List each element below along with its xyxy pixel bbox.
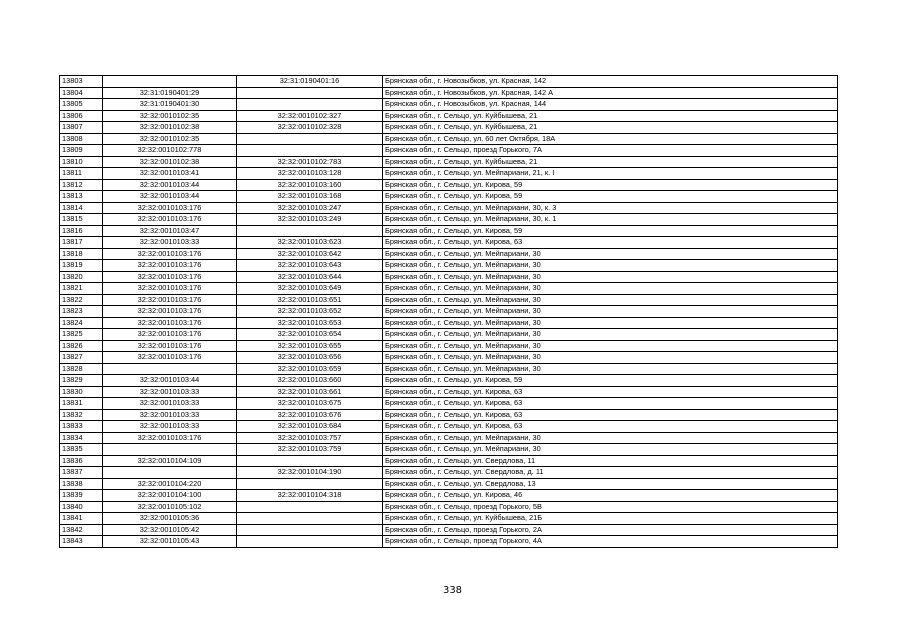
new-cadastral-number-cell: 32:32:0010103:160: [237, 179, 383, 191]
table-row: [60, 501, 838, 513]
old-cadastral-number-cell: 32:32:0010103:44: [103, 179, 237, 191]
row-number-cell: 13807: [60, 122, 103, 134]
address-cell: Брянская обл., г. Сельцо, ул. Куйбышева, 21Б: [383, 513, 838, 525]
old-cadastral-number-cell: 32:32:0010103:33: [103, 421, 237, 433]
address-cell: Брянская обл., г. Сельцо, ул. Мейпариани, 30: [383, 363, 838, 375]
table-row: [60, 76, 838, 88]
old-cadastral-number-cell: 32:32:0010104:109: [103, 455, 237, 467]
old-cadastral-number-cell: 32:32:0010103:176: [103, 352, 237, 364]
row-number-cell: 13829: [60, 375, 103, 387]
table-row: [60, 490, 838, 502]
row-number-cell: 13809: [60, 145, 103, 157]
row-number-cell: 13815: [60, 214, 103, 226]
table-row: [60, 202, 838, 214]
old-cadastral-number-cell: 32:32:0010103:176: [103, 329, 237, 341]
table-row: [60, 225, 838, 237]
address-cell: Брянская обл., г. Сельцо, ул. Кирова, 63: [383, 398, 838, 410]
new-cadastral-number-cell: [237, 99, 383, 111]
new-cadastral-number-cell: [237, 225, 383, 237]
address-cell: Брянская обл., г. Сельцо, ул. 60 лет Октября, 18А: [383, 133, 838, 145]
row-number-cell: 13839: [60, 490, 103, 502]
table-row: [60, 168, 838, 180]
address-cell: Брянская обл., г. Сельцо, ул. Кирова, 63: [383, 386, 838, 398]
row-number-cell: 13834: [60, 432, 103, 444]
row-number-cell: 13820: [60, 271, 103, 283]
table-row: [60, 156, 838, 168]
old-cadastral-number-cell: 32:32:0010103:176: [103, 306, 237, 318]
address-cell: Брянская обл., г. Сельцо, ул. Свердлова, 13: [383, 478, 838, 490]
row-number-cell: 13843: [60, 536, 103, 548]
new-cadastral-number-cell: [237, 513, 383, 525]
row-number-cell: 13831: [60, 398, 103, 410]
old-cadastral-number-cell: 32:32:0010103:47: [103, 225, 237, 237]
new-cadastral-number-cell: 32:32:0010103:676: [237, 409, 383, 421]
old-cadastral-number-cell: 32:32:0010103:176: [103, 260, 237, 272]
table-row: [60, 179, 838, 191]
row-number-cell: 13811: [60, 168, 103, 180]
old-cadastral-number-cell: 32:32:0010105:102: [103, 501, 237, 513]
old-cadastral-number-cell: 32:32:0010104:100: [103, 490, 237, 502]
address-cell: Брянская обл., г. Сельцо, ул. Свердлова, 11: [383, 455, 838, 467]
table-row: [60, 421, 838, 433]
old-cadastral-number-cell: 32:32:0010105:42: [103, 524, 237, 536]
new-cadastral-number-cell: 32:32:0010103:675: [237, 398, 383, 410]
new-cadastral-number-cell: 32:32:0010103:757: [237, 432, 383, 444]
address-cell: Брянская обл., г. Сельцо, ул. Куйбышева, 21: [383, 122, 838, 134]
old-cadastral-number-cell: 32:32:0010105:36: [103, 513, 237, 525]
new-cadastral-number-cell: [237, 536, 383, 548]
new-cadastral-number-cell: 32:32:0010104:318: [237, 490, 383, 502]
table-row: [60, 455, 838, 467]
table-row: [60, 432, 838, 444]
address-cell: Брянская обл., г. Сельцо, ул. Мейпариани, 30: [383, 340, 838, 352]
row-number-cell: 13840: [60, 501, 103, 513]
table-row: [60, 524, 838, 536]
row-number-cell: 13830: [60, 386, 103, 398]
address-cell: Брянская обл., г. Сельцо, проезд Горького, 2А: [383, 524, 838, 536]
table-row: [60, 352, 838, 364]
table-row: [60, 317, 838, 329]
address-cell: Брянская обл., г. Сельцо, ул. Куйбышева, 21: [383, 110, 838, 122]
row-number-cell: 13828: [60, 363, 103, 375]
new-cadastral-number-cell: 32:32:0010102:783: [237, 156, 383, 168]
old-cadastral-number-cell: [103, 76, 237, 88]
row-number-cell: 13823: [60, 306, 103, 318]
address-cell: Брянская обл., г. Сельцо, ул. Мейпариани, 30: [383, 317, 838, 329]
row-number-cell: 13817: [60, 237, 103, 249]
old-cadastral-number-cell: 32:32:0010102:778: [103, 145, 237, 157]
table-row: [60, 237, 838, 249]
new-cadastral-number-cell: 32:32:0010102:327: [237, 110, 383, 122]
row-number-cell: 13826: [60, 340, 103, 352]
old-cadastral-number-cell: 32:32:0010103:44: [103, 191, 237, 203]
address-cell: Брянская обл., г. Сельцо, ул. Кирова, 63: [383, 237, 838, 249]
new-cadastral-number-cell: 32:32:0010103:654: [237, 329, 383, 341]
old-cadastral-number-cell: 32:32:0010103:41: [103, 168, 237, 180]
table-row: [60, 145, 838, 157]
new-cadastral-number-cell: 32:32:0010102:328: [237, 122, 383, 134]
table-row: [60, 271, 838, 283]
old-cadastral-number-cell: 32:32:0010103:176: [103, 317, 237, 329]
row-number-cell: 13813: [60, 191, 103, 203]
table-row: [60, 214, 838, 226]
old-cadastral-number-cell: [103, 467, 237, 479]
row-number-cell: 13810: [60, 156, 103, 168]
old-cadastral-number-cell: [103, 363, 237, 375]
row-number-cell: 13814: [60, 202, 103, 214]
new-cadastral-number-cell: 32:32:0010103:660: [237, 375, 383, 387]
address-cell: Брянская обл., г. Сельцо, ул. Кирова, 59: [383, 191, 838, 203]
row-number-cell: 13836: [60, 455, 103, 467]
address-cell: Брянская обл., г. Сельцо, ул. Кирова, 59: [383, 225, 838, 237]
address-cell: Брянская обл., г. Сельцо, ул. Мейпариани, 30: [383, 329, 838, 341]
new-cadastral-number-cell: 32:32:0010103:659: [237, 363, 383, 375]
address-cell: Брянская обл., г. Сельцо, ул. Мейпариани, 30: [383, 294, 838, 306]
row-number-cell: 13808: [60, 133, 103, 145]
new-cadastral-number-cell: [237, 455, 383, 467]
row-number-cell: 13841: [60, 513, 103, 525]
new-cadastral-number-cell: [237, 87, 383, 99]
table-body: [60, 76, 838, 548]
row-number-cell: 13825: [60, 329, 103, 341]
address-cell: Брянская обл., г. Сельцо, ул. Мейпариани, 30: [383, 306, 838, 318]
address-cell: Брянская обл., г. Сельцо, ул. Кирова, 63: [383, 409, 838, 421]
new-cadastral-number-cell: 32:32:0010103:249: [237, 214, 383, 226]
old-cadastral-number-cell: 32:32:0010105:43: [103, 536, 237, 548]
table-row: [60, 536, 838, 548]
address-cell: Брянская обл., г. Сельцо, ул. Кирова, 46: [383, 490, 838, 502]
new-cadastral-number-cell: 32:32:0010103:651: [237, 294, 383, 306]
row-number-cell: 13803: [60, 76, 103, 88]
address-cell: Брянская обл., г. Сельцо, ул. Мейпариани, 21, к. I: [383, 168, 838, 180]
new-cadastral-number-cell: 32:32:0010103:649: [237, 283, 383, 295]
old-cadastral-number-cell: 32:32:0010103:176: [103, 271, 237, 283]
new-cadastral-number-cell: 32:32:0010103:759: [237, 444, 383, 456]
table-row: [60, 444, 838, 456]
table-row: [60, 340, 838, 352]
table-row: [60, 191, 838, 203]
old-cadastral-number-cell: 32:32:0010102:38: [103, 122, 237, 134]
address-cell: Брянская обл., г. Сельцо, ул. Свердлова, д. 11: [383, 467, 838, 479]
old-cadastral-number-cell: 32:32:0010103:33: [103, 398, 237, 410]
table-row: [60, 99, 838, 111]
address-cell: Брянская обл., г. Сельцо, проезд Горького, 7А: [383, 145, 838, 157]
table-row: [60, 375, 838, 387]
row-number-cell: 13804: [60, 87, 103, 99]
table-row: [60, 87, 838, 99]
new-cadastral-number-cell: 32:32:0010103:652: [237, 306, 383, 318]
old-cadastral-number-cell: 32:32:0010103:176: [103, 248, 237, 260]
old-cadastral-number-cell: 32:32:0010103:176: [103, 214, 237, 226]
new-cadastral-number-cell: 32:32:0010104:190: [237, 467, 383, 479]
new-cadastral-number-cell: 32:32:0010103:656: [237, 352, 383, 364]
address-cell: Брянская обл., г. Новозыбков, ул. Красная, 142 А: [383, 87, 838, 99]
row-number-cell: 13827: [60, 352, 103, 364]
new-cadastral-number-cell: [237, 133, 383, 145]
table-row: [60, 133, 838, 145]
row-number-cell: 13806: [60, 110, 103, 122]
old-cadastral-number-cell: 32:32:0010102:38: [103, 156, 237, 168]
table-row: [60, 283, 838, 295]
new-cadastral-number-cell: 32:32:0010103:247: [237, 202, 383, 214]
row-number-cell: 13821: [60, 283, 103, 295]
row-number-cell: 13822: [60, 294, 103, 306]
new-cadastral-number-cell: [237, 145, 383, 157]
address-cell: Брянская обл., г. Сельцо, ул. Кирова, 59: [383, 375, 838, 387]
address-cell: Брянская обл., г. Сельцо, ул. Кирова, 63: [383, 421, 838, 433]
page-number: 338: [442, 585, 463, 596]
table-row: [60, 409, 838, 421]
row-number-cell: 13824: [60, 317, 103, 329]
address-cell: Брянская обл., г. Сельцо, ул. Кирова, 59: [383, 179, 838, 191]
address-cell: Брянская обл., г. Сельцо, ул. Мейпариани, 30, к. 3: [383, 202, 838, 214]
old-cadastral-number-cell: 32:31:0190401:30: [103, 99, 237, 111]
old-cadastral-number-cell: 32:32:0010103:176: [103, 294, 237, 306]
address-cell: Брянская обл., г. Сельцо, ул. Мейпариани, 30: [383, 352, 838, 364]
old-cadastral-number-cell: 32:32:0010103:33: [103, 386, 237, 398]
address-cell: Брянская обл., г. Сельцо, ул. Мейпариани, 30, к. 1: [383, 214, 838, 226]
table-row: [60, 122, 838, 134]
address-cell: Брянская обл., г. Сельцо, ул. Мейпариани, 30: [383, 260, 838, 272]
new-cadastral-number-cell: [237, 478, 383, 490]
row-number-cell: 13819: [60, 260, 103, 272]
new-cadastral-number-cell: 32:32:0010103:643: [237, 260, 383, 272]
address-cell: Брянская обл., г. Сельцо, проезд Горького, 4А: [383, 536, 838, 548]
old-cadastral-number-cell: 32:32:0010104:220: [103, 478, 237, 490]
table-row: [60, 513, 838, 525]
address-cell: Брянская обл., г. Сельцо, ул. Мейпариани, 30: [383, 283, 838, 295]
row-number-cell: 13816: [60, 225, 103, 237]
table-row: [60, 478, 838, 490]
row-number-cell: 13838: [60, 478, 103, 490]
address-cell: Брянская обл., г. Сельцо, ул. Мейпариани, 30: [383, 444, 838, 456]
new-cadastral-number-cell: 32:31:0190401:16: [237, 76, 383, 88]
new-cadastral-number-cell: 32:32:0010103:644: [237, 271, 383, 283]
row-number-cell: 13818: [60, 248, 103, 260]
cadastral-table: [59, 75, 838, 548]
old-cadastral-number-cell: [103, 444, 237, 456]
table-row: [60, 363, 838, 375]
old-cadastral-number-cell: 32:32:0010102:35: [103, 110, 237, 122]
table-row: [60, 329, 838, 341]
address-cell: Брянская обл., г. Сельцо, проезд Горького, 5В: [383, 501, 838, 513]
row-number-cell: 13812: [60, 179, 103, 191]
new-cadastral-number-cell: 32:32:0010103:684: [237, 421, 383, 433]
new-cadastral-number-cell: 32:32:0010103:661: [237, 386, 383, 398]
address-cell: Брянская обл., г. Сельцо, ул. Куйбышева, 21: [383, 156, 838, 168]
old-cadastral-number-cell: 32:32:0010102:35: [103, 133, 237, 145]
old-cadastral-number-cell: 32:32:0010103:176: [103, 283, 237, 295]
old-cadastral-number-cell: 32:32:0010103:176: [103, 202, 237, 214]
row-number-cell: 13833: [60, 421, 103, 433]
address-cell: Брянская обл., г. Новозыбков, ул. Красная, 144: [383, 99, 838, 111]
row-number-cell: 13805: [60, 99, 103, 111]
new-cadastral-number-cell: 32:32:0010103:623: [237, 237, 383, 249]
table-row: [60, 110, 838, 122]
table-row: [60, 306, 838, 318]
row-number-cell: 13842: [60, 524, 103, 536]
address-cell: Брянская обл., г. Сельцо, ул. Мейпариани, 30: [383, 432, 838, 444]
table-row: [60, 294, 838, 306]
row-number-cell: 13835: [60, 444, 103, 456]
table-row: [60, 398, 838, 410]
table-row: [60, 260, 838, 272]
row-number-cell: 13837: [60, 467, 103, 479]
address-cell: Брянская обл., г. Новозыбков, ул. Красная, 142: [383, 76, 838, 88]
new-cadastral-number-cell: 32:32:0010103:653: [237, 317, 383, 329]
table-row: [60, 386, 838, 398]
new-cadastral-number-cell: [237, 524, 383, 536]
old-cadastral-number-cell: 32:32:0010103:176: [103, 340, 237, 352]
old-cadastral-number-cell: 32:32:0010103:44: [103, 375, 237, 387]
old-cadastral-number-cell: 32:31:0190401:29: [103, 87, 237, 99]
new-cadastral-number-cell: 32:32:0010103:642: [237, 248, 383, 260]
new-cadastral-number-cell: 32:32:0010103:128: [237, 168, 383, 180]
new-cadastral-number-cell: 32:32:0010103:168: [237, 191, 383, 203]
old-cadastral-number-cell: 32:32:0010103:176: [103, 432, 237, 444]
old-cadastral-number-cell: 32:32:0010103:33: [103, 409, 237, 421]
new-cadastral-number-cell: [237, 501, 383, 513]
new-cadastral-number-cell: 32:32:0010103:655: [237, 340, 383, 352]
table-row: [60, 248, 838, 260]
table-row: [60, 467, 838, 479]
row-number-cell: 13832: [60, 409, 103, 421]
old-cadastral-number-cell: 32:32:0010103:33: [103, 237, 237, 249]
address-cell: Брянская обл., г. Сельцо, ул. Мейпариани, 30: [383, 271, 838, 283]
address-cell: Брянская обл., г. Сельцо, ул. Мейпариани, 30: [383, 248, 838, 260]
